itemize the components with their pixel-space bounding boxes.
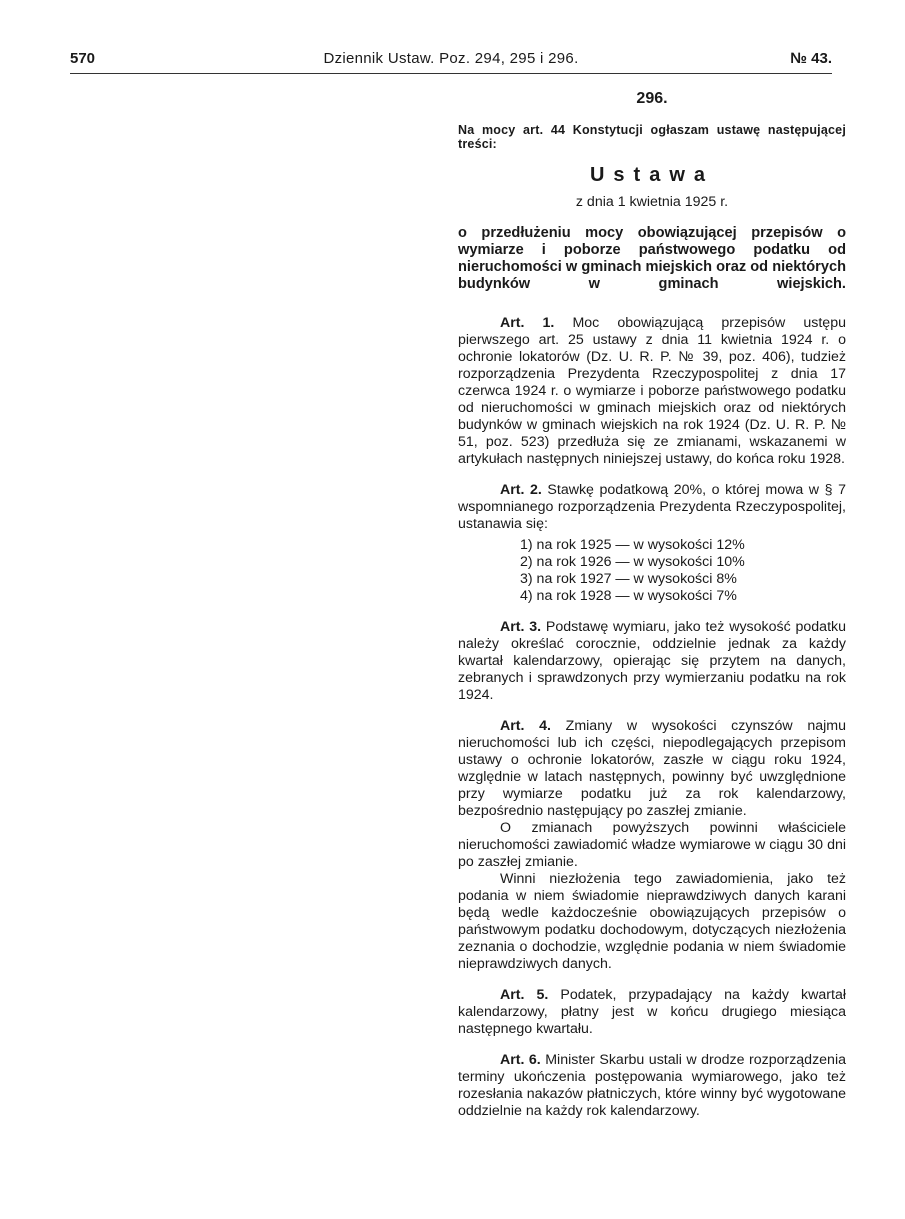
rate-value: 10%: [716, 554, 745, 570]
rate-item-label: 3) na rok 1927 — w wysokości: [520, 571, 713, 587]
article-1: [458, 315, 846, 468]
article-5: [458, 987, 846, 1038]
rate-item: [520, 554, 846, 571]
rate-item: [520, 588, 846, 605]
position-number: 296.: [636, 90, 668, 107]
article-4: [458, 718, 846, 820]
act-subject: o przedłużeniu mocy obowiązującej przepisów o wymiarze i poborze państwowego podatku od nieruchomości w gminach miejskich oraz od niektórych budynków w gminach wiejskich.: [458, 225, 846, 292]
article-text: Zmiany w wysokości czynszów najmu nieruchomości lub ich części, niepodlegających przepisom ustawy o ochronie lokatorów, zaszłe w ciągu roku 1924, względnie w latach następnych, powinny być uwzględnione przy wymiarze podatku już za rok kalendarzowy, bezpośrednio następujący po zaszłej zmianie.: [458, 718, 846, 819]
article-text: Moc obowiązującą przepisów ustępu pierwszego art. 25 ustawy z dnia 11 kwietnia 1924 r. o ochronie lokatorów (Dz. U. R. P. № 39, poz. 406), tudzież rozporządzenia Prezydenta Rzeczypospolitej z dnia 17 czerwca 1924 r. o wymiarze i poborze państwowego podatku od nieruchomości w gminach miejskich oraz od niektórych budynków w gminach wiejskich na rok 1924 (Dz. U. R. P. № 51, poz. 523) przedłuża się ze zmianami, wskazanemi w artykułach następnych niniejszej ustawy, do końca roku 1928.: [458, 315, 846, 467]
article-label: Art. 6.: [500, 1052, 541, 1068]
article-label: Art. 2.: [500, 482, 542, 498]
rate-item-label: 2) na rok 1926 — w wysokości: [520, 554, 713, 570]
act-title: Ustawa: [589, 164, 715, 186]
rate-item: [520, 571, 846, 588]
article-text: Minister Skarbu ustali w drodze rozporządzenia terminy ukończenia postępowania wymiarowego, jako też rozesłania nakazów płatniczych, które winny być wygotowane oddzielnie na każdy rok kalendarzowy.: [458, 1052, 846, 1119]
rate-item-label: 4) na rok 1928 — w wysokości: [520, 588, 713, 604]
rate-list: [458, 537, 846, 605]
article-4-paragraph: Winni niezłożenia tego zawiadomienia, jako też podania w niem świadomie nieprawdziwych danych karani będą wedle każdocześnie obowiązujących przepisów o państwowym podatku dochodowym, dotyczących niezłożenia zeznania o dochodzie, względnie podania w niem świadomie nieprawdziwych danych.: [458, 871, 846, 972]
article-4-paragraph: O zmianach powyższych powinni właściciele nieruchomości zawiadomić władze wymiarowe w ciągu 30 dni po zaszłej zmianie.: [458, 820, 846, 870]
page-header: [70, 50, 832, 74]
article-label: Art. 3.: [500, 619, 542, 635]
rate-value: 8%: [716, 571, 737, 587]
journal-title: Dziennik Ustaw. Poz. 294, 295 i 296.: [323, 50, 579, 67]
article-2: [458, 482, 846, 533]
rate-item-label: 1) na rok 1925 — w wysokości: [520, 537, 713, 553]
issue-number: № 43.: [790, 50, 832, 67]
article-label: Art. 5.: [500, 987, 549, 1003]
preamble: Na mocy art. 44 Konstytucji ogłaszam ustawę następującej treści:: [458, 123, 846, 151]
document-column: [458, 90, 846, 1134]
act-date: z dnia 1 kwietnia 1925 r.: [575, 194, 729, 210]
page-number: 570: [70, 50, 96, 67]
rate-value: 7%: [716, 588, 737, 604]
article-3: [458, 619, 846, 704]
article-label: Art. 4.: [500, 718, 551, 734]
header-divider: [70, 73, 832, 74]
rate-item: [520, 537, 846, 554]
article-6: [458, 1052, 846, 1120]
article-text: Stawkę podatkową 20%, o której mowa w § 7 wspomnianego rozporządzenia Prezydenta Rzeczypospolitej, ustanawia się:: [458, 482, 846, 532]
article-label: Art. 1.: [500, 315, 555, 331]
article-text: Podstawę wymiaru, jako też wysokość podatku należy określać corocznie, oddzielnie jednak za każdy kwartał kalendarzowy, opierając się przytem na danych, zebranych i sprawdzonych przy wymierzaniu podatku na rok 1924.: [458, 619, 846, 703]
rate-value: 12%: [716, 537, 745, 553]
article-text: Podatek, przypadający na każdy kwartał kalendarzowy, płatny jest w końcu drugiego miesiąca następnego kwartału.: [458, 987, 846, 1037]
